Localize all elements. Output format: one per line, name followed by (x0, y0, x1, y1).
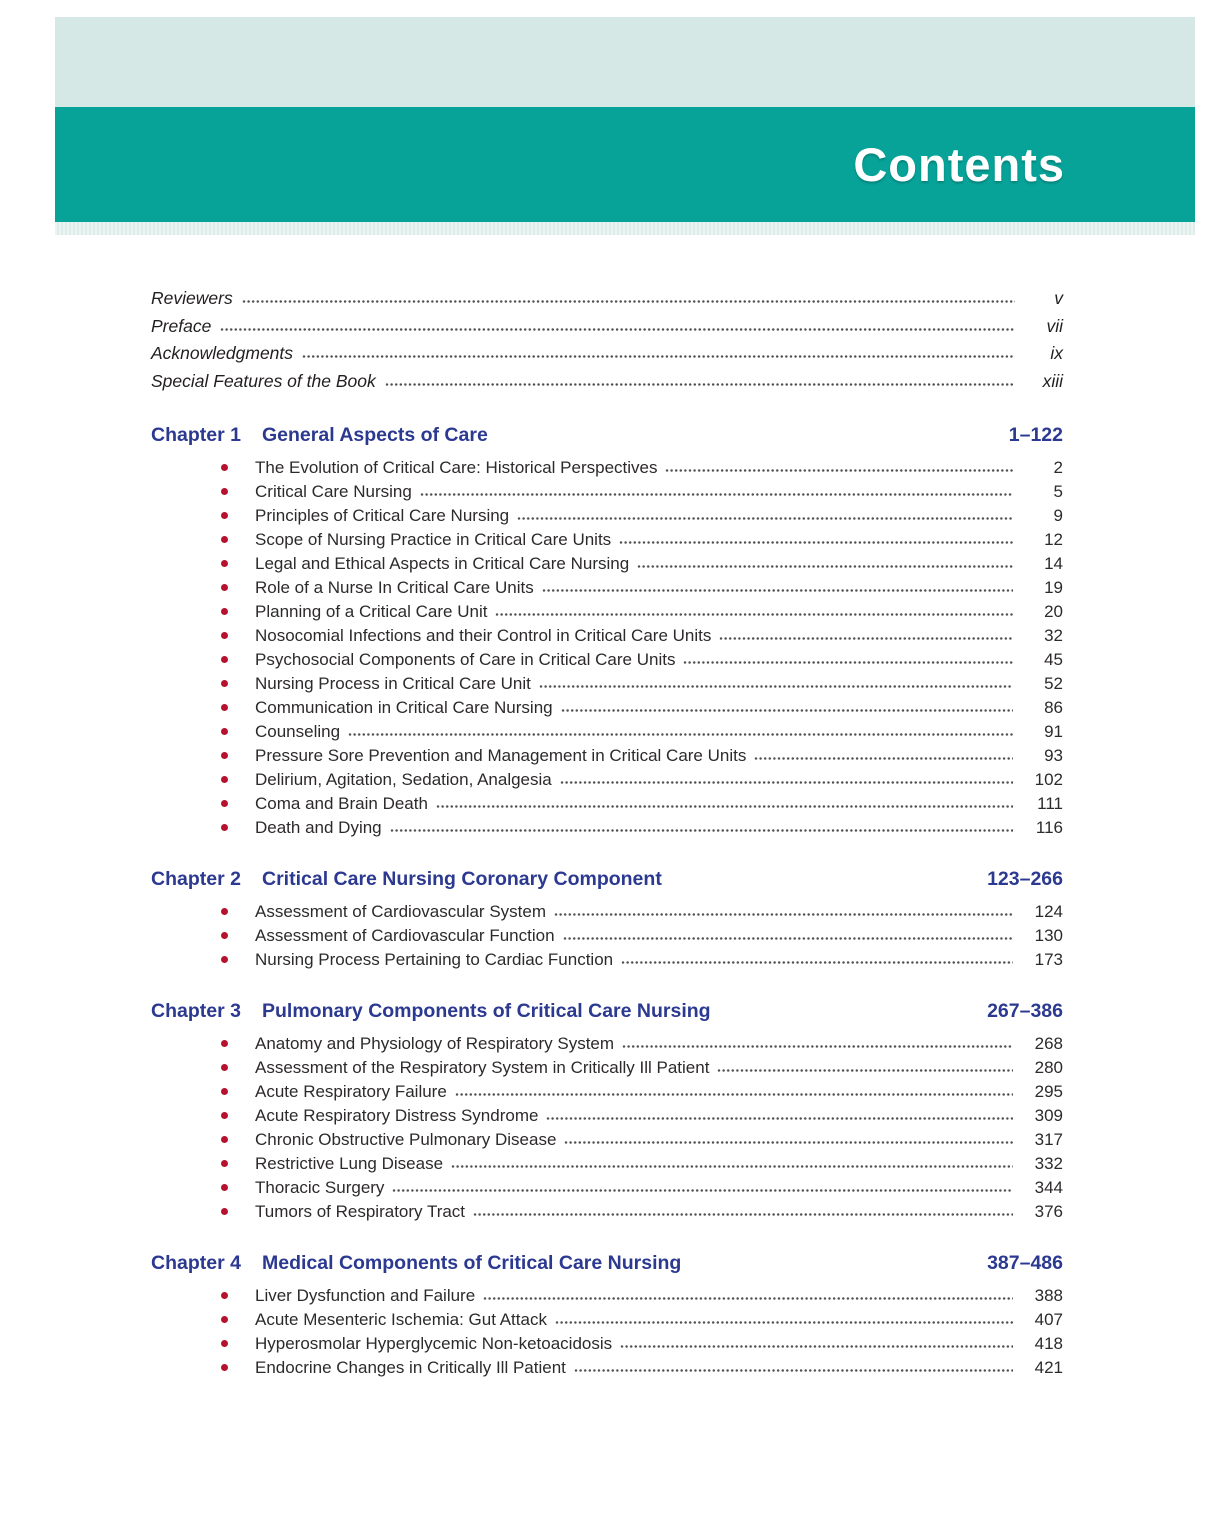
toc-item-page-number: 45 (1044, 650, 1063, 669)
toc-item (221, 506, 1063, 530)
toc-item (221, 746, 1063, 770)
bullet-icon (221, 632, 228, 639)
toc-item (221, 530, 1063, 554)
dot-leader (665, 468, 1013, 473)
chapter-page-range: 1–122 (1008, 424, 1063, 446)
toc-item (221, 674, 1063, 698)
toc-item-page-number: 93 (1044, 746, 1063, 765)
front-matter-row (151, 288, 1063, 316)
dot-leader (539, 684, 1013, 689)
toc-item (221, 1154, 1063, 1178)
toc-item-page-number: 102 (1034, 770, 1063, 789)
bullet-icon (221, 1040, 228, 1047)
dot-leader (542, 588, 1013, 593)
toc-item-title: Thoracic Surgery (255, 1178, 385, 1197)
bullet-icon (221, 824, 228, 831)
bullet-icon (221, 1292, 228, 1299)
toc-item (221, 458, 1063, 482)
chapter-section (151, 424, 1063, 842)
chapter-page-range: 387–486 (987, 1252, 1063, 1274)
chapter-section (151, 1000, 1063, 1226)
toc-item-title: Endocrine Changes in Critically Ill Patient (255, 1358, 566, 1377)
toc-item (221, 1334, 1063, 1358)
chapter-section (151, 868, 1063, 974)
dot-leader (560, 780, 1013, 785)
dot-leader (495, 612, 1013, 617)
toc-item-title: Delirium, Agitation, Sedation, Analgesia (255, 770, 552, 789)
dot-leader (719, 636, 1013, 641)
dot-leader (436, 804, 1013, 809)
toc-item-title: Counseling (255, 722, 341, 741)
dot-leader (483, 1296, 1013, 1301)
dot-leader (385, 382, 1015, 387)
toc-item-page-number: 91 (1044, 722, 1063, 741)
dot-leader (563, 936, 1013, 941)
toc-item-page-number: 52 (1044, 674, 1063, 693)
chapter-page-range: 123–266 (987, 868, 1063, 890)
bullet-icon (221, 488, 228, 495)
toc-item-page-number: 12 (1044, 530, 1063, 549)
front-matter-list (151, 288, 1063, 398)
toc-item (221, 482, 1063, 506)
toc-item-title: Hyperosmolar Hyperglycemic Non-ketoacidosis (255, 1334, 613, 1353)
front-matter-page-number: ix (1050, 343, 1063, 363)
toc-item-title: Psychosocial Components of Care in Critical Care Units (255, 650, 676, 669)
dot-leader (621, 960, 1013, 965)
toc-item-title: Chronic Obstructive Pulmonary Disease (255, 1130, 557, 1149)
toc-item (221, 902, 1063, 926)
chapter-item-list (151, 902, 1063, 974)
bullet-icon (221, 464, 228, 471)
toc-item-page-number: 19 (1044, 578, 1063, 597)
toc-item (221, 818, 1063, 842)
toc-item-title: The Evolution of Critical Care: Historical Perspectives (255, 458, 658, 477)
toc-item (221, 698, 1063, 722)
toc-item-title: Critical Care Nursing (255, 482, 412, 501)
toc-item-page-number: 9 (1053, 506, 1063, 525)
dot-leader (420, 492, 1013, 497)
toc-item (221, 1202, 1063, 1226)
chapter-number: Chapter 1 (151, 424, 241, 446)
dot-leader (637, 564, 1013, 569)
dot-leader (555, 1320, 1013, 1325)
toc-item-page-number: 2 (1053, 458, 1063, 477)
dot-leader (392, 1188, 1013, 1193)
dot-leader (754, 756, 1013, 761)
toc-item (221, 578, 1063, 602)
chapter-title: Critical Care Nursing Coronary Component (262, 868, 662, 890)
toc-item-page-number: 407 (1034, 1310, 1063, 1329)
toc-item-title: Legal and Ethical Aspects in Critical Care Nursing (255, 554, 630, 573)
dot-leader (390, 828, 1013, 833)
toc-item-title: Planning of a Critical Care Unit (255, 602, 488, 621)
toc-item-title: Assessment of Cardiovascular System (255, 902, 546, 921)
toc-item-title: Pressure Sore Prevention and Management in Critical Care Units (255, 746, 747, 765)
chapter-number: Chapter 3 (151, 1000, 241, 1022)
bullet-icon (221, 608, 228, 615)
bullet-icon (221, 560, 228, 567)
dot-leader (517, 516, 1013, 521)
bullet-icon (221, 728, 228, 735)
dot-leader (220, 327, 1015, 332)
toc-item-page-number: 280 (1034, 1058, 1063, 1077)
toc-item-page-number: 124 (1034, 902, 1063, 921)
bullet-icon (221, 1112, 228, 1119)
toc-item (221, 1082, 1063, 1106)
dot-leader (717, 1068, 1013, 1073)
dot-leader (620, 1344, 1013, 1349)
toc-item (221, 1310, 1063, 1334)
front-matter-row (151, 316, 1063, 344)
toc-item-title: Coma and Brain Death (255, 794, 428, 813)
chapter-heading (151, 1000, 1063, 1023)
toc-item-title: Assessment of Cardiovascular Function (255, 926, 555, 945)
bullet-icon (221, 1088, 228, 1095)
chapter-heading (151, 1252, 1063, 1275)
front-matter-page-number: xiii (1042, 370, 1063, 391)
dot-leader (554, 912, 1013, 917)
chapter-number: Chapter 2 (151, 868, 241, 890)
toc-item-page-number: 14 (1044, 554, 1063, 573)
front-matter-page-number: vii (1046, 315, 1063, 336)
dot-leader (619, 540, 1013, 545)
toc-item-title: Nursing Process in Critical Care Unit (255, 674, 531, 693)
toc-item-page-number: 111 (1037, 794, 1063, 813)
dot-leader (242, 299, 1015, 304)
bullet-icon (221, 584, 228, 591)
toc-item-title: Anatomy and Physiology of Respiratory System (255, 1034, 615, 1053)
front-matter-label: Acknowledgments (151, 343, 294, 363)
toc-item-title: Death and Dying (255, 818, 382, 837)
bullet-icon (221, 1340, 228, 1347)
header-strip (55, 222, 1195, 235)
toc-item-title: Principles of Critical Care Nursing (255, 506, 510, 525)
bullet-icon (221, 536, 228, 543)
bullet-icon (221, 1160, 228, 1167)
chapter-item-list (151, 1286, 1063, 1382)
toc-item-title: Acute Respiratory Distress Syndrome (255, 1106, 539, 1125)
bullet-icon (221, 704, 228, 711)
toc-item-title: Scope of Nursing Practice in Critical Care Units (255, 530, 612, 549)
chapter-item-list (151, 458, 1063, 842)
bullet-icon (221, 776, 228, 783)
dot-leader (302, 354, 1015, 359)
toc-item-title: Nosocomial Infections and their Control in Critical Care Units (255, 626, 712, 645)
toc-item-page-number: 376 (1034, 1202, 1063, 1221)
bullet-icon (221, 1364, 228, 1371)
chapter-title: General Aspects of Care (262, 424, 488, 446)
chapters (151, 424, 1063, 1382)
toc-item-page-number: 295 (1034, 1082, 1063, 1101)
toc-item (221, 1130, 1063, 1154)
bullet-icon (221, 1136, 228, 1143)
toc-item-page-number: 421 (1034, 1358, 1063, 1377)
toc-item (221, 626, 1063, 650)
toc-item (221, 926, 1063, 950)
toc-item-page-number: 130 (1034, 926, 1063, 945)
bullet-icon (221, 800, 228, 807)
toc-item-title: Assessment of the Respiratory System in Critically Ill Patient (255, 1058, 710, 1077)
toc-item (221, 1358, 1063, 1382)
toc-item-page-number: 317 (1034, 1130, 1063, 1149)
bullet-icon (221, 1208, 228, 1215)
chapter-title: Pulmonary Components of Critical Care Nursing (262, 1000, 711, 1022)
toc-item (221, 770, 1063, 794)
front-matter-label: Special Features of the Book (151, 370, 376, 391)
toc-item (221, 1286, 1063, 1310)
front-matter-row (151, 371, 1063, 399)
bullet-icon (221, 932, 228, 939)
toc-item (221, 1106, 1063, 1130)
toc-item-title: Acute Respiratory Failure (255, 1082, 447, 1101)
toc-item (221, 1178, 1063, 1202)
dot-leader (561, 708, 1013, 713)
toc-item-title: Tumors of Respiratory Tract (255, 1202, 466, 1221)
toc-item-page-number: 20 (1044, 602, 1063, 621)
chapter-page-range: 267–386 (987, 1000, 1063, 1022)
toc-content (151, 288, 1063, 1382)
toc-item-page-number: 309 (1034, 1106, 1063, 1125)
toc-item (221, 794, 1063, 818)
bullet-icon (221, 512, 228, 519)
toc-item-page-number: 5 (1053, 482, 1063, 501)
toc-item (221, 554, 1063, 578)
header-teal-band (55, 107, 1195, 222)
front-matter-row (151, 343, 1063, 371)
chapter-heading (151, 868, 1063, 891)
toc-item (221, 950, 1063, 974)
header-light-band (55, 17, 1195, 107)
front-matter-label: Preface (151, 315, 212, 336)
toc-item (221, 650, 1063, 674)
bullet-icon (221, 752, 228, 759)
page-title: Contents (853, 138, 1065, 191)
toc-item (221, 1058, 1063, 1082)
toc-item-page-number: 32 (1044, 626, 1063, 645)
toc-item-page-number: 116 (1035, 818, 1063, 837)
toc-item-title: Acute Mesenteric Ischemia: Gut Attack (255, 1310, 547, 1329)
toc-item-page-number: 418 (1034, 1334, 1063, 1353)
dot-leader (622, 1044, 1013, 1049)
toc-item-title: Communication in Critical Care Nursing (255, 698, 553, 717)
bullet-icon (221, 1184, 228, 1191)
bullet-icon (221, 956, 228, 963)
dot-leader (546, 1116, 1013, 1121)
toc-item-page-number: 86 (1044, 698, 1063, 717)
chapter-item-list (151, 1034, 1063, 1226)
dot-leader (574, 1368, 1013, 1373)
front-matter-label: Reviewers (151, 288, 233, 308)
toc-item-page-number: 268 (1034, 1034, 1063, 1053)
bullet-icon (221, 656, 228, 663)
toc-item-title: Role of a Nurse In Critical Care Units (255, 578, 534, 597)
bullet-icon (221, 1064, 228, 1071)
bullet-icon (221, 908, 228, 915)
chapter-number: Chapter 4 (151, 1252, 241, 1274)
dot-leader (455, 1092, 1013, 1097)
toc-item-title: Nursing Process Pertaining to Cardiac Function (255, 950, 614, 969)
toc-item-page-number: 173 (1034, 950, 1063, 969)
dot-leader (451, 1164, 1013, 1169)
toc-item-page-number: 344 (1034, 1178, 1063, 1197)
dot-leader (564, 1140, 1013, 1145)
toc-item-page-number: 332 (1034, 1154, 1063, 1173)
toc-item (221, 602, 1063, 626)
front-matter-page-number: v (1054, 288, 1063, 308)
toc-item-page-number: 388 (1034, 1286, 1063, 1305)
toc-item (221, 1034, 1063, 1058)
chapter-heading (151, 424, 1063, 447)
dot-leader (348, 732, 1013, 737)
dot-leader (473, 1212, 1013, 1217)
toc-item-title: Restrictive Lung Disease (255, 1154, 444, 1173)
dot-leader (683, 660, 1013, 665)
toc-item (221, 722, 1063, 746)
toc-item-title: Liver Dysfunction and Failure (255, 1286, 476, 1305)
page-header (55, 17, 1195, 235)
bullet-icon (221, 680, 228, 687)
chapter-section (151, 1252, 1063, 1382)
bullet-icon (221, 1316, 228, 1323)
chapter-title: Medical Components of Critical Care Nursing (262, 1252, 682, 1274)
